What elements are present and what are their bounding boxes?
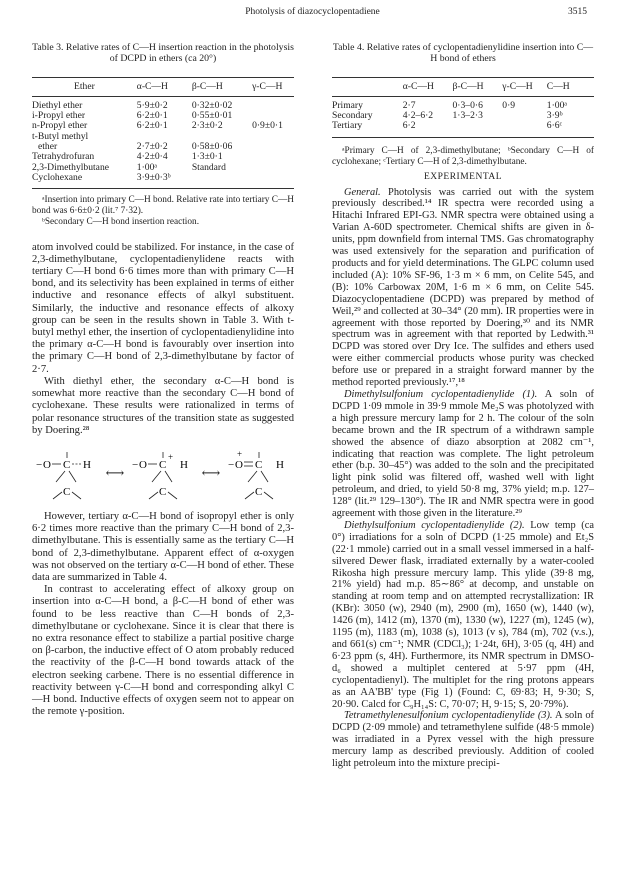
table-cell: Primary: [332, 99, 363, 111]
table3: [32, 77, 294, 190]
table-cell: 1·00ᵃ: [546, 99, 568, 111]
page-number: 3515: [568, 7, 587, 17]
table-row: [32, 96, 294, 111]
table-cell: 2·3±0·2: [191, 120, 223, 132]
table-cell: [252, 173, 294, 189]
table4-footnotes: [332, 146, 594, 168]
table3-col-ether: Ether: [32, 77, 137, 96]
hydrogen-atom: H: [179, 458, 188, 471]
oxygen-atom: O: [43, 458, 51, 471]
running-header: [0, 7, 625, 21]
carbon-atom: C: [254, 458, 263, 471]
table-cell: 0·9: [502, 99, 516, 111]
table-cell: 1·3±0·1: [191, 151, 223, 163]
table-cell: 0·58±0·06: [191, 141, 233, 153]
experimental-text: [332, 187, 594, 770]
running-title: Photolysis of diazocyclopentadiene: [245, 7, 380, 17]
table-cell: 4·2±0·4: [136, 151, 168, 163]
table-cell: 4·2–6·2: [402, 110, 434, 122]
minus-sign: −: [131, 458, 139, 471]
resonance-arrow: ⟷: [201, 464, 221, 480]
table-cell: 0·55±0·01: [191, 110, 233, 122]
paragraph: [332, 187, 594, 389]
run-in-heading: Diethylsulfonium cyclopentadienylide (2).: [344, 519, 525, 531]
table-cell: [252, 163, 294, 173]
structure-3: [228, 444, 290, 502]
left-column: [32, 30, 294, 718]
carbon-atom: C: [158, 458, 167, 471]
table-cell: 0·9±0·1: [252, 120, 283, 132]
right-column: [332, 30, 594, 770]
minus-sign: −: [36, 458, 43, 471]
table3-footnotes: [32, 195, 294, 227]
table-cell: Standard: [191, 161, 226, 173]
paragraph: atom involved could be stabilized. For instance, in the case of 2,3-dimethylbutane, cyclopentadienylidene reacts with tertiary C—H bond 6·6 times more than with primary C—H bond, and its selectivity has been explained in terms of either inductive and resonance effects of alkyl substituent. Similarly, the inductive and resonance effects of alkoxy group can be seen in the results shown in Table 3. With t-butyl methyl ether, the insertion of cyclopentadienylidine into the primary α-C—H bond is favourably over insertion into the primary C—H bond of 2,3-dimethylbutane by factor of 2·7.: [32, 241, 294, 375]
table-row: [332, 96, 594, 111]
table-cell: ether: [38, 141, 58, 153]
table-cell: [192, 173, 252, 189]
table4-footnote: ᵃPrimary C—H of 2,3-dimethylbutane; ᵇSecondary C—H of cyclohexane; ᶜTertiary C—H of 2,3-dimethylbutane.: [332, 145, 594, 167]
table-cell: 3·9ᵇ: [546, 110, 563, 122]
table-cell: n-Propyl ether: [32, 120, 88, 132]
table-cell: [252, 96, 294, 111]
oxygen-atom: O: [234, 458, 243, 471]
table-cell: [453, 121, 503, 137]
hydrogen-atom: H: [275, 458, 284, 471]
table-cell: 5·9±0·2: [136, 99, 168, 111]
table4-caption: Table 4. Relative rates of cyclopentadienylidine insertion into C—H bond of ethers: [332, 42, 594, 65]
table-cell: [252, 142, 294, 152]
table3-col-gamma: γ-C—H: [252, 77, 294, 96]
paragraph-text: Photolysis was carried out with the system previously described.¹⁴ IR spectra were recorded using a Hitachi Infrared EPI-G3. NMR spectra were obtained using a Varian A-60D spectrometer. Chemical shifts are given in δ-units, ppm downfield from internal TMS. Gas chromatography was used extensively for the separation and purification of products and for yield determinations. The GLPC column used included (A): 10% SF-96, 1·3 m × 6 mm, on Celite 545, and (B): 10% Carbowax 20M, 1·6 m × 6 mm, on Celite 545. Diazocyclopentadiene (DCPD) was prepared by method of Weil,²⁹ and collected at 30–34° (20 mm). IR properties were in agreement with those reported by Doering,³⁰ and its NMR spectrum was in agreement with that reported by Ledwith.³¹ DCPD was stored over Dry Ice. The sulfides and ethers used were either commercial products whose purity was checked before use or prepared in a straight forward manner by the method reported previously.¹⁷,¹⁸: [332, 186, 594, 389]
table-cell: [252, 132, 294, 142]
paragraph: In contrast to accelerating effect of alkoxy group on insertion into α-C—H bond, a β-C—H bond of ether was found to be less reactive than C—H bonds of 2,3-dimethylbutane or cyclohexane. Since it is clear that there is no extra resonance effect to stabilize a partial positive charge on β-carbon, the inductive effect of O atom probably reduced the reactivity of the β-C—H bond towards attack of the electron seeking carbene. There is no essential difference in reactivity between γ-C—H bond and corresponding alkyl C—H bond. Inductive effects of oxygen seem not to appear on the remote γ-position.: [32, 584, 294, 718]
table-cell: 6·2±0·1: [136, 120, 168, 132]
paragraph: With diethyl ether, the secondary α-C—H bond is somewhat more reactive than the secondary C—H bond of cyclohexane. These results were rationalized in terms of polar resonance structures of the transition state as suggested by Doering.²⁸: [32, 375, 294, 436]
table4-col-alpha: α-C—H: [403, 77, 453, 96]
oxygen-atom: O: [138, 458, 147, 471]
plus-sign: +: [167, 451, 174, 462]
table-row: [32, 173, 294, 189]
table-cell: Tertiary: [332, 121, 403, 137]
paragraph-text: Low temp (ca 0°) irradiations for a soln of DCPD (1·25 mmole) and Et₂S (22·1 mmole) carried out in a small vessel immersed in a half-silvered Dewer flask, irradiated externally by a water-cooled Rikosha high pressure mercury lamp. This ylide (39·8 mg, 21% yield) had m.p. 85∼86° at decomp, and unstable on standing at room temp and on attempted recrystallization: IR (KBr): 3050 (w), 2940 (m), 2900 (m), 1650 (w), 1440 (w), 1426 (m), 1412 (m), 1370 (m), 1330 (w), 1227 (m), 1245 (w), 1195 (m), 1183 (m), 1038 (s), 1013 (v s), 784 (m), 702 (v.s.), and 661(s) cm⁻¹; NMR (CDCl₃); 1·24t, 6H), 3·05 (q, 4H) and 6·23 ppm (s, 4H). Furthermore, its NMR spectrum in DMSO-d₆ showed a multiplet centered at 5·97 ppm (4H, cyclopentadienyl). The multiplet for the ring protons appears as an AA'BB' type (Fig 1) (Found: C, 69·83; H, 9·30; S, 20·90. Calcd for C₉H₁₄S: C, 70·07; H, 9·15; S, 20·79%).: [332, 519, 594, 710]
table-cell: 1·00ᵃ: [136, 161, 158, 173]
table-cell: 1·3–2·3: [452, 110, 483, 122]
table4-col-blank: [332, 77, 403, 96]
section-heading: EXPERIMENTAL: [423, 172, 503, 183]
structure-1: [36, 444, 98, 502]
table-cell: Diethyl ether: [32, 99, 83, 111]
table3-col-alpha: α-C—H: [137, 77, 192, 96]
carbon-atom: C: [63, 458, 71, 471]
table4-header-row: [332, 77, 594, 96]
hydrogen-atom: H: [83, 458, 91, 471]
paragraph: [332, 710, 594, 770]
table-cell: [502, 111, 547, 121]
table-cell: [502, 121, 547, 137]
carbon-atom: C: [63, 485, 71, 498]
paragraph: However, tertiary α-C—H bond of isopropyl ether is only 6·2 times more reactive than the primary C—H bond of 2,3-dimethylbutane. This is essentially same as the tertiary C—H bond of 2,3-dimethylbutane. Apparent effect of α-oxygen was not observed on the tertiary α-C—H bond of ether. These data are summarized in Table 4.: [32, 510, 294, 583]
table-cell: i-Propyl ether: [32, 110, 86, 122]
table4-col-gamma: γ-C—H: [502, 77, 547, 96]
table-cell: 0·32±0·02: [191, 99, 233, 111]
paragraph: [332, 520, 594, 711]
table3-col-beta: β-C—H: [192, 77, 252, 96]
structure-2: [132, 444, 194, 502]
table-cell: 2·7: [402, 99, 416, 111]
left-body-text: [32, 242, 294, 719]
run-in-heading: Dimethylsulfonium cyclopentadienylide (1).: [344, 388, 538, 400]
table-cell: Tetrahydrofuran: [32, 151, 95, 163]
table-cell: 6·2: [403, 121, 453, 137]
table3-footnote-a: ᵃInsertion into primary C—H bond. Relative rate into tertiary C—H bond was 6·6±0·2 (lit.⁷ 7·32).: [32, 195, 294, 217]
paragraph: [332, 389, 594, 520]
table-cell: 0·3–0·6: [452, 99, 483, 111]
run-in-heading: Tetramethylenesulfonium cyclopentadienylide (3).: [344, 710, 553, 722]
resonance-structures: [36, 443, 290, 503]
paragraph-text: A soln of DCPD 1·09 mmole in 39·9 mmole Me₂S was photolyzed with a high pressure mercury lamp for 2 h. The colour of the soln became brown and the IR spectrum of a withdrawn sample showed the absence of diazo absorption at 2082 cm⁻¹, indicating that reaction was complete. The light petroleum ether (b.p. 30–45°) was added to the soln and the precipitated light pink solid was filtered off, washed well with light petroleum, and dried, to yield 50·8 mg, 37% yield; m.p. 127–128° (lit.²⁹ 129–130°). The IR and NMR spectra were in good agreement with those given in the literature.²⁹: [332, 388, 594, 520]
resonance-arrow: ⟷: [105, 464, 125, 480]
table3-header-row: [32, 77, 294, 96]
table-cell: [252, 152, 294, 162]
table4-col-ch: C—H: [547, 77, 594, 96]
paragraph-text: A soln of DCPD (2·09 mmole) and tetramethylene sulfide (48·5 mmole) was irradiated in a Pyrex vessel with the high pressure mercury lamp as described previously. Addition of cooled light petroleum into the mixture precipi-: [332, 710, 594, 770]
carbon-atom: C: [254, 485, 263, 498]
table-cell: Cyclohexane: [32, 173, 137, 189]
table-cell: t-Butyl methyl: [32, 130, 89, 142]
table3-caption: Table 3. Relative rates of C—H insertion reaction in the photolysis of DCPD in ethers (ca 20°): [32, 42, 294, 65]
table-cell: 6·6ᶜ: [547, 121, 594, 137]
minus-sign: −: [227, 458, 235, 471]
table3-footnote-b: ᵇSecondary C—H bond insertion reaction.: [42, 216, 200, 227]
table-cell: 2·7±0·2: [136, 141, 168, 153]
table-cell: Secondary: [332, 110, 373, 122]
table4: [332, 77, 594, 138]
carbon-atom: C: [158, 485, 167, 498]
table-cell: 2,3-Dimethylbutane: [32, 161, 109, 173]
table-row: [332, 121, 594, 137]
run-in-heading: General.: [344, 186, 381, 198]
table-cell: 3·9±0·3ᵇ: [137, 173, 192, 189]
table-cell: 6·2±0·1: [136, 110, 168, 122]
table4-col-beta: β-C—H: [453, 77, 503, 96]
plus-sign: +: [236, 448, 243, 459]
